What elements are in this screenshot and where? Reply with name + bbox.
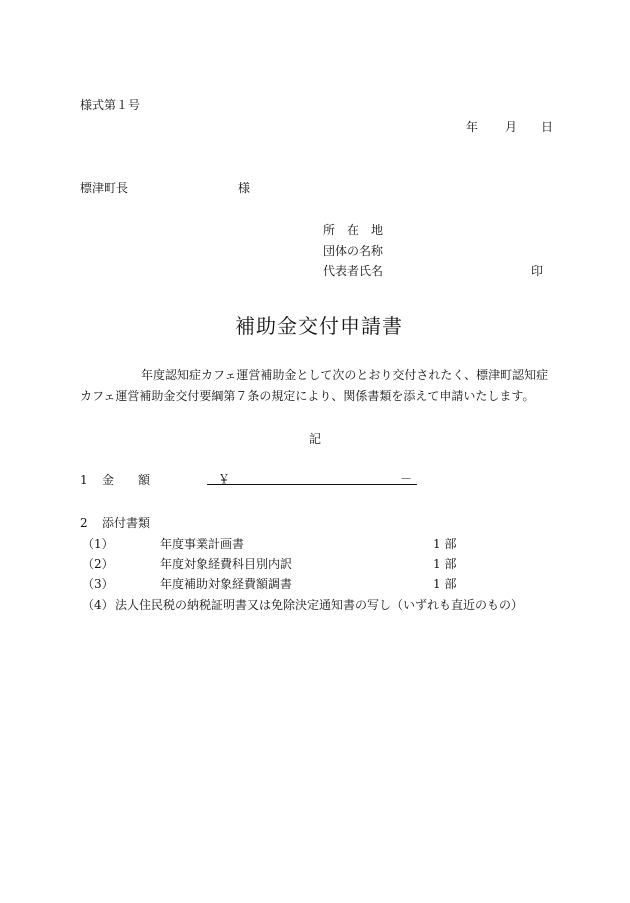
attachment-item-no: （2） xyxy=(82,557,114,571)
body-text-line2: カフェ運営補助金交付要綱第７条の規定により、関係書類を添えて申請いたします。 xyxy=(80,389,535,403)
attachment-item-qty: 1 部 xyxy=(433,557,457,571)
currency-symbol: ￥ xyxy=(218,472,231,486)
date-month-label: 月 xyxy=(505,120,518,134)
attachments-number: 2 xyxy=(80,516,88,530)
seal-mark: 印 xyxy=(531,264,544,278)
attachment-item-no: （3） xyxy=(82,577,114,591)
document-title: 補助金交付申請書 xyxy=(235,314,403,338)
attachment-item-name: 年度補助対象経費額調書 xyxy=(160,577,293,591)
org-name-label: 団体の名称 xyxy=(323,244,384,258)
amount-underline xyxy=(207,484,417,485)
attachment-item-no: （1） xyxy=(82,537,114,551)
amount-label: 金 額 xyxy=(102,473,151,487)
attachment-item-name: 年度事業計画書 xyxy=(160,537,245,551)
body-text-line1: 年度認知症カフェ運営補助金として次のとおり交付されたく、標津町認知症 xyxy=(141,368,549,382)
addressee-name: 標津町長 xyxy=(80,181,129,195)
attachment-item-qty: 1 部 xyxy=(433,577,457,591)
addressee-honorific: 様 xyxy=(238,181,251,195)
amount-number: 1 xyxy=(80,473,88,487)
address-label: 所 在 地 xyxy=(323,223,384,237)
representative-label: 代表者氏名 xyxy=(323,264,384,278)
ki-heading: 記 xyxy=(309,432,322,446)
attachments-heading: 添付書類 xyxy=(102,516,151,530)
attachment-item-qty: 1 部 xyxy=(433,537,457,551)
form-number: 様式第１号 xyxy=(80,98,141,112)
date-year-label: 年 xyxy=(466,120,479,134)
date-day-label: 日 xyxy=(541,120,554,134)
attachment-item-name: 年度対象経費科目別内訳 xyxy=(160,557,293,571)
attachment-item-name: 法人住民税の納税証明書又は免除決定通知書の写し（いずれも直近のもの） xyxy=(115,598,524,612)
amount-dash: － xyxy=(400,472,413,486)
attachment-item-no: （4） xyxy=(82,598,114,612)
